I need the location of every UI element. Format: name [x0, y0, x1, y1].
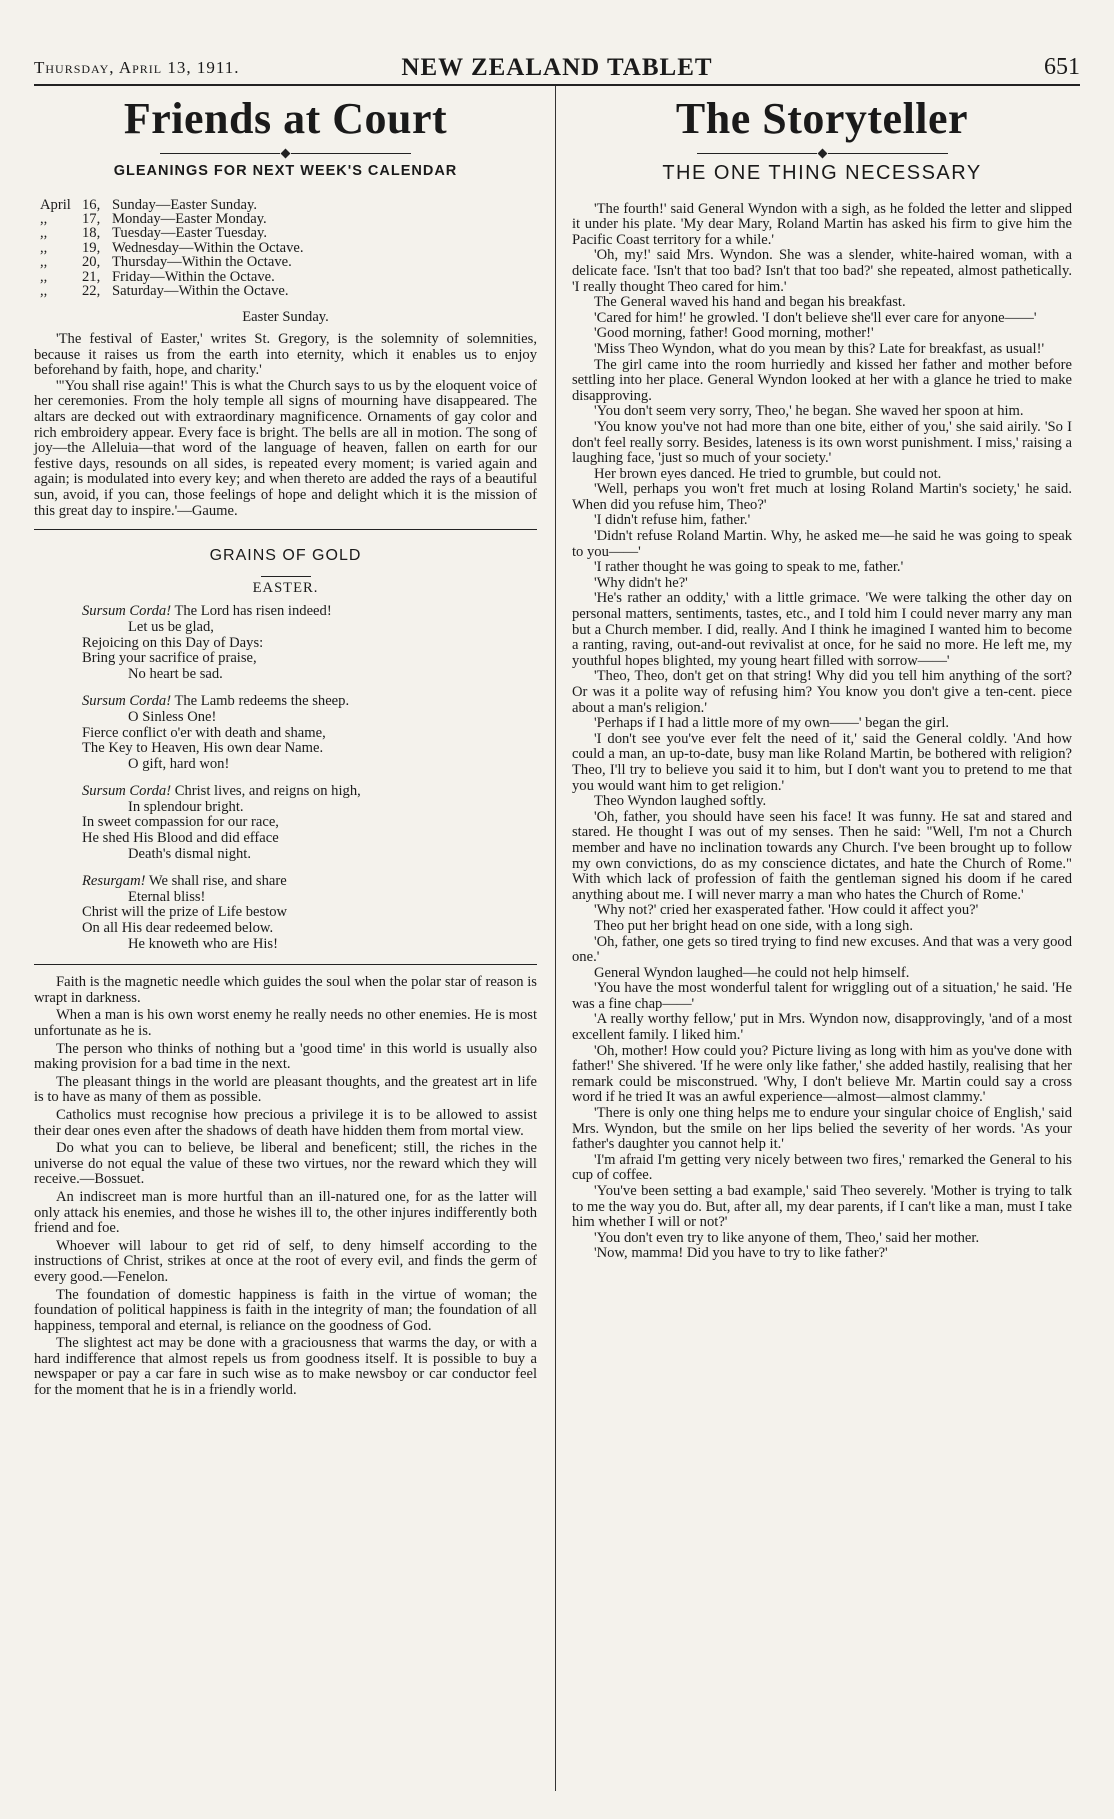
story-paragraph: 'Why not?' cried her exasperated father. 'How could it affect you?': [594, 902, 979, 919]
maxim-paragraph: The pleasant things in the world are pleasant thoughts, and the greatest art in life is to have as many of them as possible.: [34, 1073, 537, 1106]
story-paragraph: The General waved his hand and began his breakfast.: [594, 294, 906, 311]
calendar-month: ,,: [40, 283, 48, 300]
calendar-row: [40, 284, 537, 298]
poem-text: Let us be glad,: [128, 618, 214, 635]
story-paragraph: 'Good morning, father! Good morning, mother!': [594, 325, 874, 342]
story-paragraph: 'There is only one thing helps me to endure your singular choice of English,' said Mrs. Wyndon, but the smile on her lips belied the severity of her words. 'As your father's daughter you cannot help it.': [572, 1105, 1072, 1153]
calendar-day: 19,: [82, 239, 101, 256]
story-paragraph: 'Perhaps if I had a little more of my own——' began the girl.: [594, 715, 950, 732]
poem-refrain: Sursum Corda!: [82, 783, 172, 800]
masthead-rule: [34, 84, 1080, 86]
story-paragraph: 'You don't seem very sorry, Theo,' he began. She waved her spoon at him.: [594, 403, 1024, 420]
poem-text: O gift, hard won!: [128, 755, 230, 772]
calendar-month: ,,: [40, 225, 48, 242]
calendar-row: [40, 241, 537, 255]
maxim-paragraph: An indiscreet man is more hurtful than an ill-natured one, for as the latter will only attack his enemies, and those he wishes ill to, the other injures indifferently both friend and foe.: [34, 1188, 537, 1237]
poem-text: The Lamb redeems the sheep.: [174, 693, 350, 710]
calendar-month: ,,: [40, 239, 48, 256]
story-paragraph: 'Cared for him!' he growled. 'I don't believe she'll ever care for anyone——': [594, 309, 1037, 326]
section-title-storyteller: The Storyteller: [675, 94, 969, 143]
calendar-subhead: GLEANINGS FOR NEXT WEEK'S CALENDAR: [113, 163, 458, 179]
calendar-feast: Monday—Easter Monday.: [112, 211, 267, 227]
calendar-day: 20,: [82, 254, 101, 271]
calendar-day: 18,: [82, 225, 101, 242]
section-title-friends-at-court: Friends at Court: [123, 94, 448, 143]
calendar-row: [40, 212, 537, 226]
poem-title: EASTER.: [252, 579, 319, 596]
poem-text: Christ will the prize of Life bestow: [82, 904, 288, 921]
poem-line: [82, 710, 537, 726]
poem-text: No heart be sad.: [128, 665, 223, 682]
poem-line: [82, 890, 537, 906]
poem-text: Rejoicing on this Day of Days:: [82, 634, 264, 651]
calendar-month: ,,: [40, 211, 48, 227]
story-paragraph: 'He's rather an oddity,' with a little grimace. 'We were talking the other day on personal matters, sentiments, tastes, etc., and I told him I could never marry any man but a Church member. I did, really. And I think he imagined I wanted him to become a ranting, raving, out-and-out revivalist at once, for he said no more. He left me, my youthful hopes blighted, my young heart filled with sorrow——': [572, 590, 1072, 669]
newspaper-title: NEW ZEALAND TABLET: [401, 54, 713, 81]
poem-stanza: [82, 604, 537, 682]
story-title: THE ONE THING NECESSARY: [662, 162, 982, 184]
easter-sunday-heading: Easter Sunday.: [242, 309, 329, 326]
poem-line: [82, 800, 537, 816]
story-paragraph: The girl came into the room hurriedly and kissed her father and mother before settling into her place. General Wyndon looked at her with a glance he tried to make disapproving.: [572, 356, 1072, 404]
title-ornament: [34, 146, 537, 158]
story-paragraph: General Wyndon laughed—he could not help himself.: [594, 964, 910, 981]
paragraph: '"You shall rise again!' This is what the Church says to us by the eloquent voice of her ceremonies. From the holy temple all signs of mourning have disappeared. The altars are decked out with extraordinary magnificence. Ornaments of gay color and rich embroidery appear. Every face is bright. The bells are all in motion. The song of joy—the Alleluia—that word of the language of heaven, fallen on earth for our festive days, resounds on all sides, is repeated every moment; is varied again and again; is modulated into every key; and when thereto are added the rays of a beautiful sun, avoid, if you can, those feelings of hope and delight which it is the mission of this great day to inspire.'—Gaume.: [34, 377, 537, 519]
maxim-paragraph: When a man is his own worst enemy he really needs no other enemies. He is most unfortunate as he is.: [34, 1007, 537, 1039]
story-paragraph: 'Now, mamma! Did you have to try to like father?': [594, 1245, 888, 1262]
poem-line: [82, 651, 537, 667]
poem-line: [82, 921, 537, 937]
calendar-day: 21,: [82, 268, 101, 285]
story-paragraph: 'Oh, my!' said Mrs. Wyndon. She was a slender, white-haired woman, with a delicate face. 'Isn't that too bad? Isn't that too bad?' she repeated, almost pathetically. 'I really thought Theo cared for him.': [572, 247, 1072, 295]
page-number: 651: [1044, 54, 1080, 80]
calendar-day: 17,: [82, 211, 101, 227]
maxim-paragraph: Faith is the magnetic needle which guides the soul when the polar star of reason is wrapt in darkness.: [34, 974, 537, 1006]
poem-text: The Key to Heaven, His own dear Name.: [82, 740, 324, 757]
calendar-feast: Sunday—Easter Sunday.: [112, 196, 257, 213]
poem-text: Bring your sacrifice of praise,: [82, 650, 257, 667]
poem-text: In splendour bright.: [128, 798, 244, 815]
calendar-feast: Friday—Within the Octave.: [112, 268, 275, 285]
paragraph: 'The festival of Easter,' writes St. Gregory, is the solemnity of solemnities, because it raises us from the earth into eternity, which it enables us to enjoy beforehand by faith, hope, and charity.': [34, 331, 537, 379]
poem-refrain: Sursum Corda!: [82, 603, 172, 620]
poem-line: [82, 847, 537, 863]
poem-line: [82, 694, 537, 710]
story-paragraph: 'Oh, father, you should have seen his face! It was funny. He sat and stared and stared. He thought I was out of my senses. Then he said: "Well, I'm not a Church member and have no inclination towards any Church. I've been brought up to follow my own convictions, do as my conscience dictates, and hate the Church of Rome." With which lack of profession of faith the gentleman signed his doom if he cared anything about me. I will never marry a man who hates the Church of Rome.': [572, 808, 1072, 903]
story-paragraph: 'Miss Theo Wyndon, what do you mean by this? Late for breakfast, as usual!': [594, 340, 1045, 357]
poem-line: [82, 937, 537, 953]
poem-text: He shed His Blood and did efface: [82, 830, 279, 847]
story-paragraph: 'Didn't refuse Roland Martin. Why, he asked me—he said he was going to speak to you——': [572, 528, 1072, 560]
short-rule: [261, 576, 311, 577]
calendar-month: ,,: [40, 254, 48, 271]
story-paragraph: 'I don't see you've ever felt the need of it,' said the General coldly. 'And how could a man, an up-to-date, busy man like Roland Martin, be bothered with religion? Theo, I'll try to believe you said it to him, but I don't want you to pretend to me that you would want him to get religion.': [572, 730, 1072, 794]
poem-line: [82, 874, 537, 890]
poem-text: On all His dear redeemed below.: [82, 920, 274, 937]
story-paragraph: Theo put her bright head on one side, with a long sigh.: [594, 917, 913, 934]
masthead: [34, 52, 1080, 82]
calendar-day: 22,: [82, 283, 101, 300]
maxim-paragraph: The foundation of domestic happiness is faith in the virtue of woman; the foundation of political happiness is faith in the integrity of man; the foundation of all happiness, temporal and eternal, is reliance on the goodness of God.: [34, 1286, 537, 1334]
poem-line: [82, 667, 537, 683]
maxim-paragraph: Catholics must recognise how precious a privilege it is to be allowed to assist their dear ones even after the shadows of death have hidden them from mortal view.: [34, 1106, 537, 1139]
story-paragraph: 'I rather thought he was going to speak to me, father.': [594, 559, 904, 576]
calendar-row: [40, 198, 537, 212]
poem-refrain: Resurgam!: [82, 873, 146, 890]
poem-text: Death's dismal night.: [128, 845, 252, 862]
poem-line: [82, 784, 537, 800]
poem-text: Christ lives, and reigns on high,: [174, 783, 361, 800]
calendar-row: [40, 226, 537, 240]
poem-stanza: [82, 784, 537, 862]
story-paragraph: 'I'm afraid I'm getting very nicely between two fires,' remarked the General to his cup of coffee.: [572, 1151, 1072, 1184]
calendar-row: [40, 255, 537, 269]
poem-text: Fierce conflict o'er with death and shame,: [82, 724, 326, 741]
poem-stanza: [82, 694, 537, 772]
poem-line: [82, 620, 537, 636]
poem-text: Eternal bliss!: [128, 888, 206, 905]
story-body: [572, 202, 1072, 1262]
story-paragraph: 'Theo, Theo, don't get on that string! Why did you tell him anything of the sort? Or was it a polite way of refusing him? You know you don't give a ten-cent. piece about a man's religion.': [572, 668, 1072, 716]
poem-text: In sweet compassion for our race,: [82, 814, 279, 831]
poem-text: We shall rise, and share: [148, 873, 287, 890]
title-ornament: [572, 146, 1072, 158]
story-paragraph: 'The fourth!' said General Wyndon with a sigh, as he folded the letter and slipped it under his plate. 'My dear Mary, Roland Martin has asked his firm to give him the Pacific Coast territory for a while.': [572, 200, 1072, 248]
story-paragraph: 'Why didn't he?': [594, 574, 688, 591]
calendar-month: ,,: [40, 268, 48, 285]
calendar-list: [40, 198, 537, 299]
maxim-paragraph: The person who thinks of nothing but a 'good time' in this world is usually also making provision for a bad time in the next.: [34, 1040, 537, 1073]
calendar-feast: Wednesday—Within the Octave.: [112, 239, 304, 256]
maxim-paragraph: The slightest act may be done with a graciousness that warms the day, or with a hard indifference that almost repels us from goodness itself. It is possible to buy a newspaper or pay a car fare in such wise as to make newsboy or car conductor feel for the moment that he is in a friendly world.: [34, 1335, 537, 1399]
story-paragraph: 'I didn't refuse him, father.': [594, 512, 751, 529]
story-paragraph: 'You've been setting a bad example,' said Theo severely. 'Mother is trying to talk to me the way you do. But, after all, my dear parents, if I can't like a man, must I take him whether I will or not?': [572, 1183, 1072, 1231]
story-paragraph: 'You know you've not had more than one bite, either of you,' she said airily. 'So I don't feel really sorry. Besides, lateness is its own worst punishment. I miss,' raising a laughing face, 'just so much of your society.': [572, 418, 1072, 467]
issue-date: Thursday, April 13, 1911.: [34, 58, 240, 77]
story-paragraph: Her brown eyes danced. He tried to grumble, but could not.: [594, 465, 942, 482]
poem-line: [82, 604, 537, 620]
poem-line: [82, 726, 537, 742]
story-paragraph: 'Oh, father, one gets so tired trying to find new excuses. And that was a very good one.': [572, 933, 1072, 966]
maxims-list: [34, 975, 537, 1398]
column-divider: [555, 86, 556, 1791]
poem-line: [82, 815, 537, 831]
section-rule: [34, 964, 537, 965]
calendar-feast: Saturday—Within the Octave.: [112, 283, 289, 300]
poem-stanza: [82, 874, 537, 952]
grains-of-gold-heading: GRAINS OF GOLD: [209, 547, 362, 565]
right-column: [572, 88, 1072, 1262]
calendar-row: [40, 270, 537, 284]
story-paragraph: 'A really worthy fellow,' put in Mrs. Wyndon now, disapprovingly, 'and of a most excellent family. I liked him.': [572, 1011, 1072, 1044]
easter-article: [34, 332, 537, 519]
story-paragraph: 'You don't even try to like anyone of them, Theo,' said her mother.: [594, 1229, 980, 1246]
poem-text: O Sinless One!: [128, 708, 217, 725]
poem-text: He knoweth who are His!: [128, 935, 278, 952]
calendar-feast: Thursday—Within the Octave.: [112, 254, 292, 271]
poem-line: [82, 831, 537, 847]
section-rule: [34, 529, 537, 530]
story-paragraph: 'You have the most wonderful talent for wriggling out of a situation,' he said. 'He was a fine chap——': [572, 980, 1072, 1012]
poem-line: [82, 757, 537, 773]
calendar-feast: Tuesday—Easter Tuesday.: [112, 225, 267, 242]
left-column: [34, 88, 537, 1401]
poem-line: [82, 905, 537, 921]
calendar-day: 16,: [82, 196, 101, 213]
calendar-month: April: [40, 196, 71, 213]
poem-refrain: Sursum Corda!: [82, 693, 172, 710]
story-paragraph: 'Oh, mother! How could you? Picture living as long with him as you've done with father!' She shivered. 'If he were only like father,' she added hastily, realising that her remark could be misconstrued. 'Why, I don't believe Mr. Martin could say a cross word if he tried It was an awful experience—almost—almost clammy.': [572, 1042, 1072, 1106]
story-paragraph: Theo Wyndon laughed softly.: [594, 793, 767, 810]
poem-text: The Lord has risen indeed!: [174, 603, 332, 620]
poem-line: [82, 636, 537, 652]
maxim-paragraph: Do what you can to believe, be liberal and beneficent; still, the riches in the universe do not equal the value of these two virtues, nor the reward which they will receive.—Bossuet.: [34, 1140, 537, 1188]
poem-line: [82, 741, 537, 757]
story-paragraph: 'Well, perhaps you won't fret much at losing Roland Martin's society,' he said. When did you refuse him, Theo?': [572, 481, 1072, 513]
easter-poem: [34, 604, 537, 952]
maxim-paragraph: Whoever will labour to get rid of self, to deny himself according to the instructions of Christ, strikes at once at the root of every evil, and finds the germ of every good.—Fenelon.: [34, 1237, 537, 1285]
